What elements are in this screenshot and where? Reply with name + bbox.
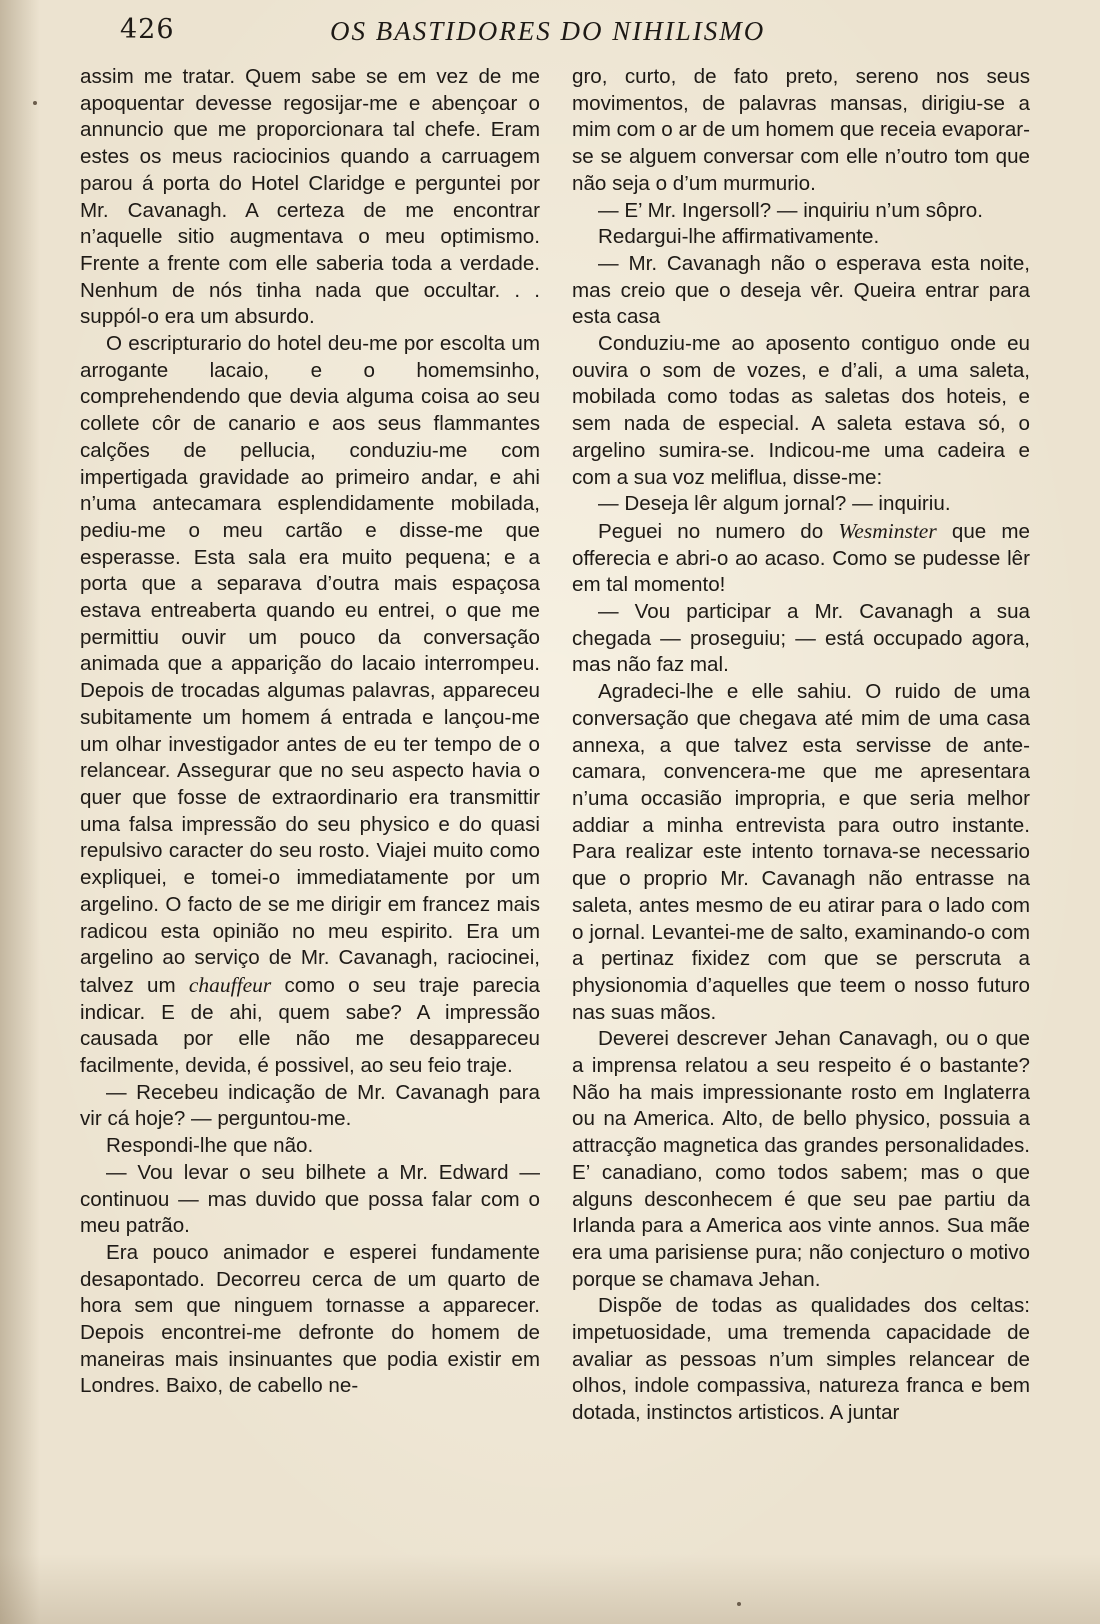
- paragraph: Deverei descrever Jehan Canavagh, ou o que a imprensa relatou a seu respeito é o bastante? Não ha mais impressionante rosto em Inglaterra ou na America. Alto, de bello physico, possuia a attracção magnetica das grandes personalidades. E’ canadiano, como todos sabem; mas o que alguns desconhecem é que seu pae partiu da Irlanda para a America aos vinte annos. Sua mãe era uma parisiense pura; não conjecturo o motivo porque se chamava Jehan.: [572, 1027, 1030, 1291]
- paper-speck: [33, 101, 37, 105]
- paragraph: [572, 518, 1030, 599]
- page-bottom-edge: [0, 1554, 1100, 1624]
- paragraph: assim me tratar. Quem sabe se em vez de me apoquentar devesse regosijar-me e abençoar o annuncio que me proporcionara tal chefe. Eram estes os meus raciocinios quando a carruagem parou á porta do Hotel Claridge e perguntei por Mr. Cavanagh. A certeza de me encontrar n’aquelle sitio augmentava o meu optimismo. Frente a frente com elle saberia toda a verdade. Nenhum de nós tinha nada que occultar. . . suppól-o era um absurdo.: [80, 65, 540, 329]
- paragraph: [80, 331, 540, 1080]
- paragraph: — E’ Mr. Ingersoll? — inquiriu n’um sôpro.: [598, 198, 983, 222]
- paragraph: Respondi-lhe que não.: [106, 1134, 314, 1158]
- page-header: [0, 12, 1100, 52]
- spine-shadow: [0, 0, 40, 1624]
- paragraph-text: como o seu traje parecia indicar. E de ahi, quem sabe? A impressão causada por elle não me desappareceu facilmente, devida, é possivel, ao seu feio traje.: [80, 973, 540, 1078]
- paragraph: Era pouco animador e esperei fundamente desapontado. Decorreu cerca de um quarto de hora sem que ninguem tornasse a apparecer. Depois encontrei-me defronte do homem de maneiras mais insinuantes que podia existir em Londres. Baixo, de cabello ne-: [80, 1240, 540, 1398]
- paragraph: gro, curto, de fato preto, sereno nos seus movimentos, de palavras mansas, dirigiu-se a mim com o ar de um homem que receia evaporar-se se alguem conversar com elle n’outro tom que não seja o d’um murmurio.: [572, 65, 1030, 195]
- paragraph-text: O escripturario do hotel deu-me por escolta um arrogante lacaio, e o homemsinho, comprehendendo que devia alguma coisa ao seu collete côr de canario e aos seus flammantes calções de pellucia, conduziu-me com impertigada gravidade ao primeiro andar, e ahi n’uma antecamara esplendidamente mobilada, pediu-me o meu cartão e disse-me que esperasse. Esta sala era muito pequena; e a porta que a separava d’outra mais espaçosa estava entreaberta quando eu entrei, o que me permittiu ouvir um pouco da conversação animada que a apparição do lacaio interrompeu. Depois de trocadas algumas palavras, appareceu subitamente um homem á entrada e lançou-me um olhar investigador antes de eu ter tempo de o relancear. Assegurar que no seu aspecto havia o quer que fosse de extraordinario era transmittir uma falsa impressão do seu physico e do quasi repulsivo caracter do seu rosto. Viajei muito como expliquei, e tomei-o immediatamente por um argelino. O facto de se me dirigir em francez mais radicou esta opinião no meu espirito. Era um argelino ao serviço de Mr. Cavanagh, raciocinei, talvez um: [80, 332, 540, 997]
- paragraph: — Vou participar a Mr. Cavanagh a sua chegada — proseguiu; — está occupado agora, mas não faz mal.: [572, 600, 1030, 677]
- paragraph: — Deseja lêr algum jornal? — inquiriu.: [598, 492, 951, 516]
- running-title: OS BASTIDORES DO NIHILISMO: [330, 16, 766, 46]
- paragraph: Agradeci-lhe e elle sahiu. O ruido de uma conversação que chegava até mim de uma casa annexa, a que talvez esta servisse de ante-camara, convencera-me que me apresentara n’uma occasião impropria, e que seria melhor addiar a minha entrevista para outro instante. Para realizar este intento tornava-se necessario que o proprio Mr. Cavanagh não entrasse na saleta, antes mesmo de eu atirar para o lado com o jornal. Levantei-me de salto, examinando-o com a pertinaz fixidez com que se perscruta a physionomia d’aquelles que teem o nosso futuro nas suas mãos.: [572, 680, 1030, 1024]
- paragraph: Conduziu-me ao aposento contiguo onde eu ouvira o som de vozes, e d’ali, a uma saleta, mobilada como todas as saletas dos hoteis, e sem nada de especial. A saleta estava só, o argelino sumira-se. Indicou-me uma cadeira e com a sua voz meliflua, disse-me:: [572, 332, 1030, 489]
- paragraph-text: Peguei no numero do: [598, 519, 839, 543]
- paragraph-text: que me offerecia e abri-o ao acaso. Como se pudesse lêr em tal momento!: [572, 519, 1030, 597]
- paragraph: Dispõe de todas as qualidades dos celtas: impetuosidade, uma tremenda capacidade de avaliar as pessoas n’um simples relancear de olhos, indole compassiva, natureza franca e bem dotada, instinctos artisticos. A juntar: [572, 1294, 1030, 1425]
- right-column: [572, 64, 1030, 1427]
- left-column: [80, 64, 540, 1400]
- italic-word: chauffeur: [188, 972, 272, 997]
- paragraph: — Mr. Cavanagh não o esperava esta noite, mas creio que o deseja vêr. Queira entrar para esta casa: [572, 251, 1030, 329]
- paper-speck: [737, 1602, 741, 1606]
- paragraph: Redargui-lhe affirmativamente.: [598, 225, 880, 249]
- page-number: 426: [120, 14, 175, 45]
- paragraph: — Recebeu indicação de Mr. Cavanagh para vir cá hoje? — perguntou-me.: [80, 1080, 540, 1131]
- italic-word: Wesminster: [838, 518, 937, 543]
- paragraph: — Vou levar o seu bilhete a Mr. Edward — continuou — mas duvido que possa falar com o meu patrão.: [80, 1160, 540, 1238]
